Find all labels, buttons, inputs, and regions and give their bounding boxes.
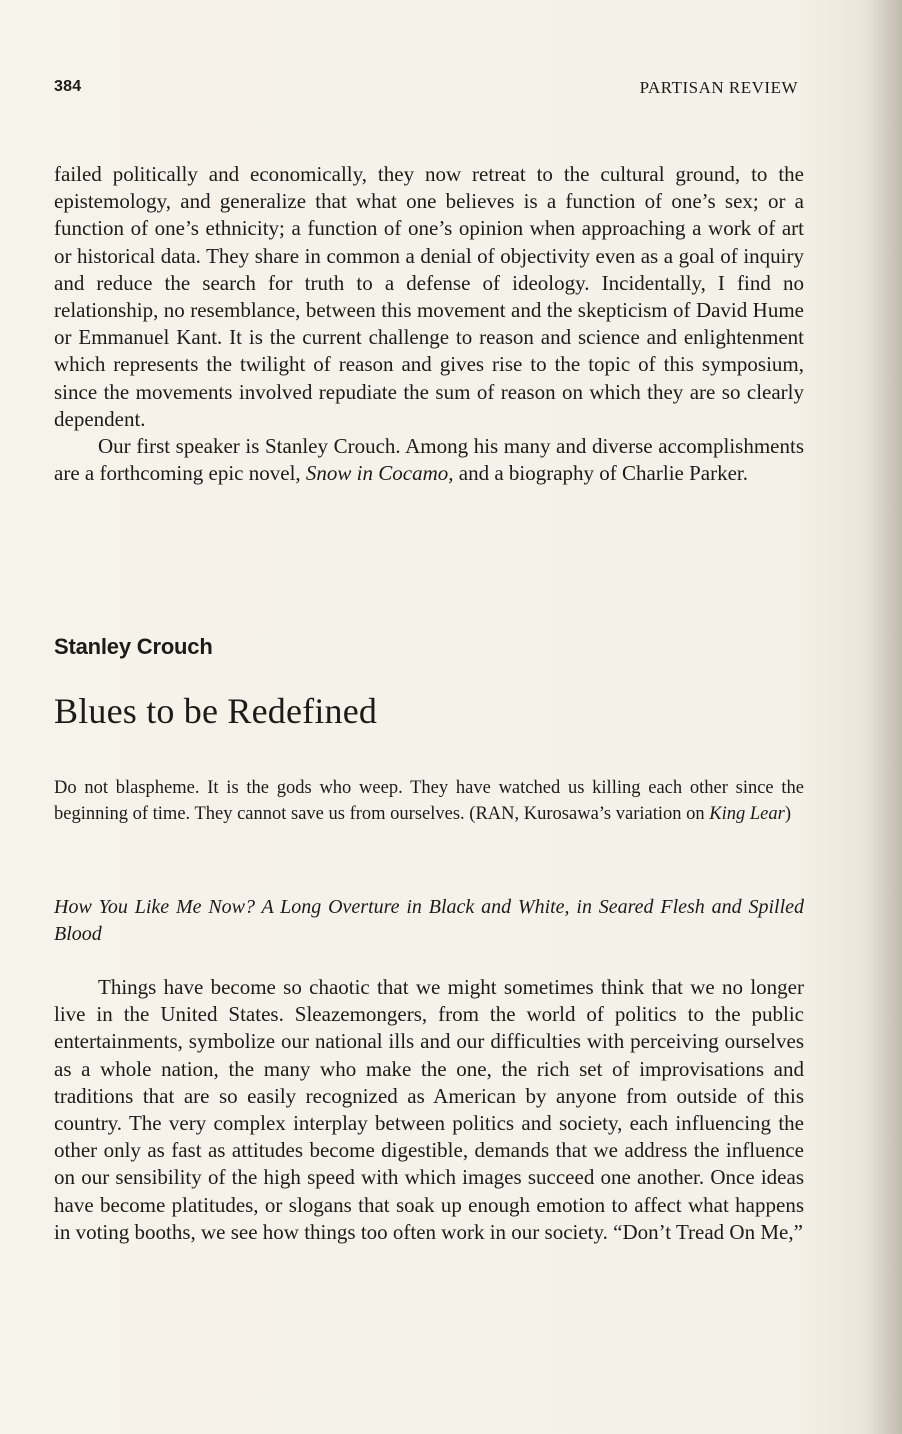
page-gutter-shadow	[868, 0, 902, 1434]
page-number: 384	[54, 78, 82, 95]
essay-body	[54, 974, 804, 1246]
epigraph	[54, 776, 804, 827]
running-head: PARTISAN REVIEW	[639, 78, 798, 97]
essay-paragraph: Things have become so chaotic that we might sometimes think that we no longer live in the United States. Sleazemongers, from the world of politics to the public entertainments, symbolize our national ills and our difficulties with perceiving ourselves as a whole nation, the many who make the one, the rich set of improvisations and traditions that are so easily recognized as American by anyone from outside of this country. The very complex interplay between politics and society, each influencing the other only as fast as attitudes become digestible, demands that we address the influence on our sensibility of the high speed with which images succeed one another. Once ideas have become platitudes, or slogans that soak up enough emotion to affect what happens in voting booths, we see how things too often work in our society. “Don’t Tread On Me,”	[54, 975, 804, 1244]
novel-title: Snow in Cocamo,	[305, 461, 454, 486]
intro-paragraph-text-end: and a biography of Charlie Parker.	[453, 461, 748, 486]
intro-text	[54, 161, 804, 487]
speaker-name: Stanley Crouch	[54, 634, 213, 659]
essay-title: Blues to be Redefined	[54, 691, 378, 731]
epigraph-text: Do not blaspheme. It is the gods who weep. They have watched us killing each other since the beginning of time. They cannot save us from ourselves. (RAN, Kurosawa’s variation on	[54, 778, 804, 824]
intro-paragraph-text: Our first speaker is Stanley Crouch. Among his many and diverse accomplishments are a forthcoming epic novel,	[54, 434, 804, 486]
section-subtitle: How You Like Me Now? A Long Overture in Black and White, in Seared Flesh and Spilled Blood	[54, 896, 804, 945]
intro-paragraph: failed politically and economically, they now retreat to the cultural ground, to the epistemology, and generalize that what one believes is a function of one’s sex; or a function of one’s ethnicity; a function of one’s opinion when approaching a work of art or historical data. They share in common a denial of objectivity even as a goal of inquiry and reduce the search for truth to a defense of ideology. Incidentally, I find no relationship, no resemblance, between this movement and the skepticism of David Hume or Emmanuel Kant. It is the current challenge to reason and science and enlightenment which represents the twilight of reason and gives rise to the topic of this symposium, since the movements involved repudiate the sum of reason on which they are so clearly dependent.	[54, 162, 804, 431]
epigraph-work-title: King Lear	[709, 803, 785, 824]
epigraph-close: )	[784, 803, 791, 824]
intro-paragraph-speaker	[54, 433, 804, 487]
